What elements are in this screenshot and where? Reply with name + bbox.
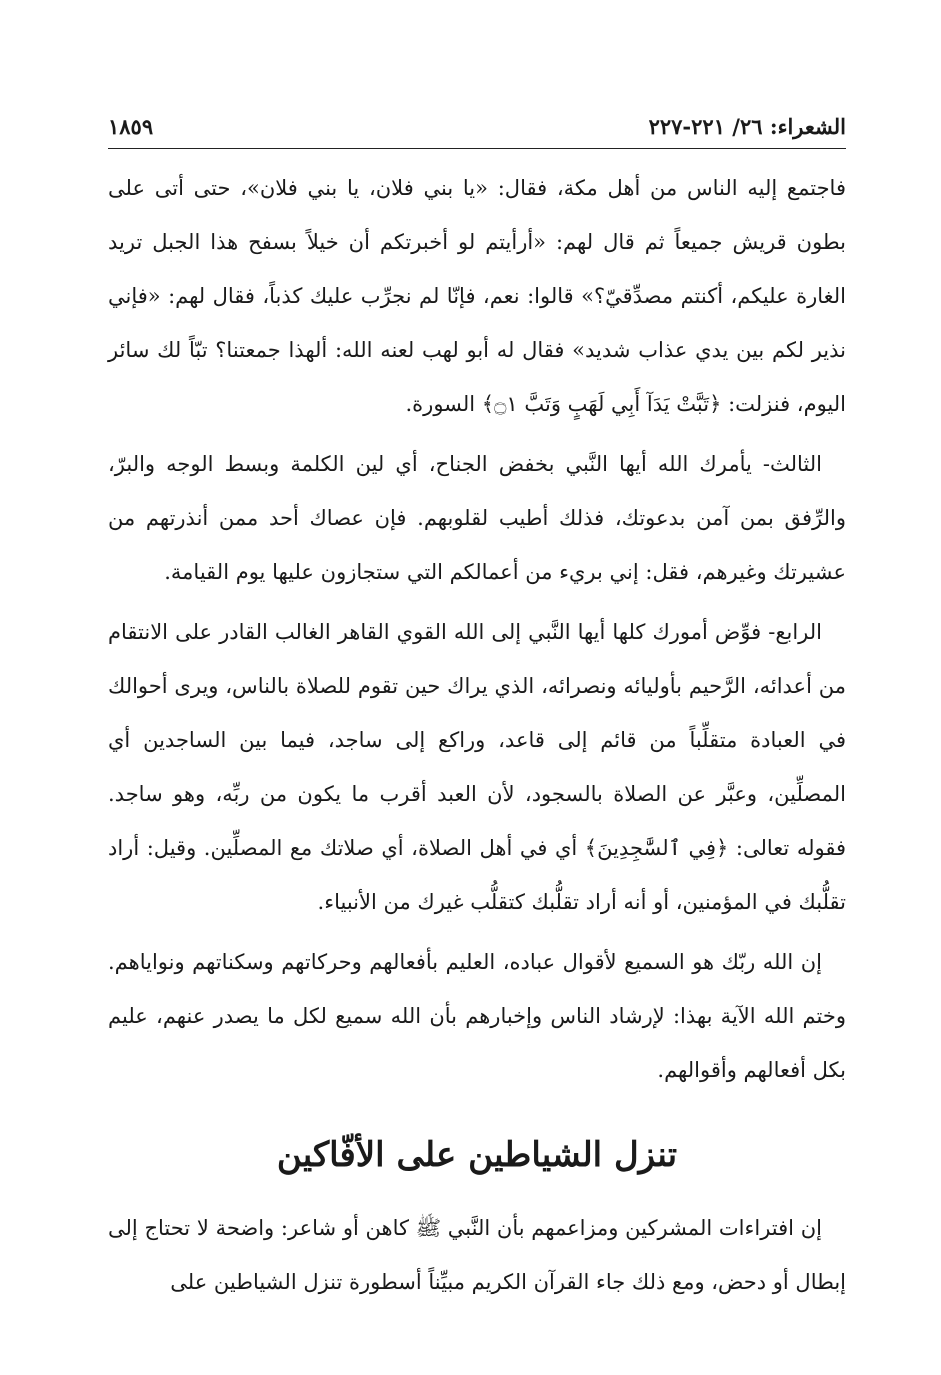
paragraph-2: الثالث- يأمرك الله أيها النَّبي بخفض الجناح، أي لين الكلمة وبسط الوجه والبرّ، والرِّفق بمن آمن بدعوتك، فذلك أطيب لقلوبهم. فإن عصاك أحد ممن أنذرتهم من عشيرتك وغيرهم، فقل: إني بريء من أعمالكم التي ستجازون عليها يوم القيامة. bbox=[108, 452, 846, 584]
paragraph-3: الرابع- فوِّض أمورك كلها أيها النَّبي إلى الله القوي القاهر الغالب القادر على الانتقام من أعدائه، الرَّحيم بأوليائه ونصرائه، الذي يراك حين تقوم للصلاة بالناس، ويرى أحوالك في العبادة متقلِّباً من قائم إلى قاعد، وراكع إلى ساجد، فيما بين الساجدين أي المصلِّين، وعبَّر عن الصلاة بالسجود، لأن العبد أقرب ما يكون من ربِّه، وهو ساجد. فقوله تعالى: ﴿فِي ٱلسَّٰجِدِينَ﴾ أي في أهل الصلاة، أي صلاتك مع المصلِّين. وقيل: أراد تقلُّبك في المؤمنين، أو أنه أراد تقلُّبك كتقلُّب غيرك من الأنبياء. bbox=[108, 620, 847, 914]
page-body bbox=[108, 161, 846, 1309]
book-page bbox=[108, 108, 846, 1308]
surah-reference: الشعراء: ٢٦/ ٢٢١-٢٢٧ bbox=[648, 114, 846, 139]
running-header bbox=[108, 108, 846, 149]
paragraph-1: فاجتمع إليه الناس من أهل مكة، فقال: «يا بني فلان، يا بني فلان»، حتى أتى على بطون قريش جميعاً ثم قال لهم: «أرأيتم لو أخبرتكم أن خيلاً بسفح هذا الجبل تريد الغارة عليكم، أكنتم مصدِّقيّ؟» قالوا: نعم، فإنّا لم نجرِّب عليك كذباً، فقال لهم: «فإني نذير لكم بين يدي عذاب شديد» فقال له أبو لهب لعنه الله: ألهذا جمعتنا؟ تبّاً لك سائر اليوم، فنزلت: ﴿تَبَّتْ يَدَآ أَبِي لَهَبٍ وَتَبَّ ۝١﴾ السورة. bbox=[108, 176, 847, 416]
section-paragraph: إن افتراءات المشركين ومزاعمهم بأن النَّبي ﷺ كاهن أو شاعر: واضحة لا تحتاج إلى إبطال أو دحض، ومع ذلك جاء القرآن الكريم مبيِّناً أسطورة تنزل الشياطين على bbox=[108, 1216, 846, 1294]
section-heading: تنزل الشياطين على الأفّاكين bbox=[276, 1135, 678, 1175]
page-number: ١٨٥٩ bbox=[108, 114, 154, 139]
paragraph-4: إن الله ربّك هو السميع لأقوال عباده، العليم بأفعالهم وحركاتهم وسكناتهم ونواياهم. وختم الله الآية بهذا: لإرشاد الناس وإخبارهم بأن الله سميع لكل ما يصدر عنهم، عليم بكل أفعالهم وأقوالهم. bbox=[108, 950, 846, 1082]
